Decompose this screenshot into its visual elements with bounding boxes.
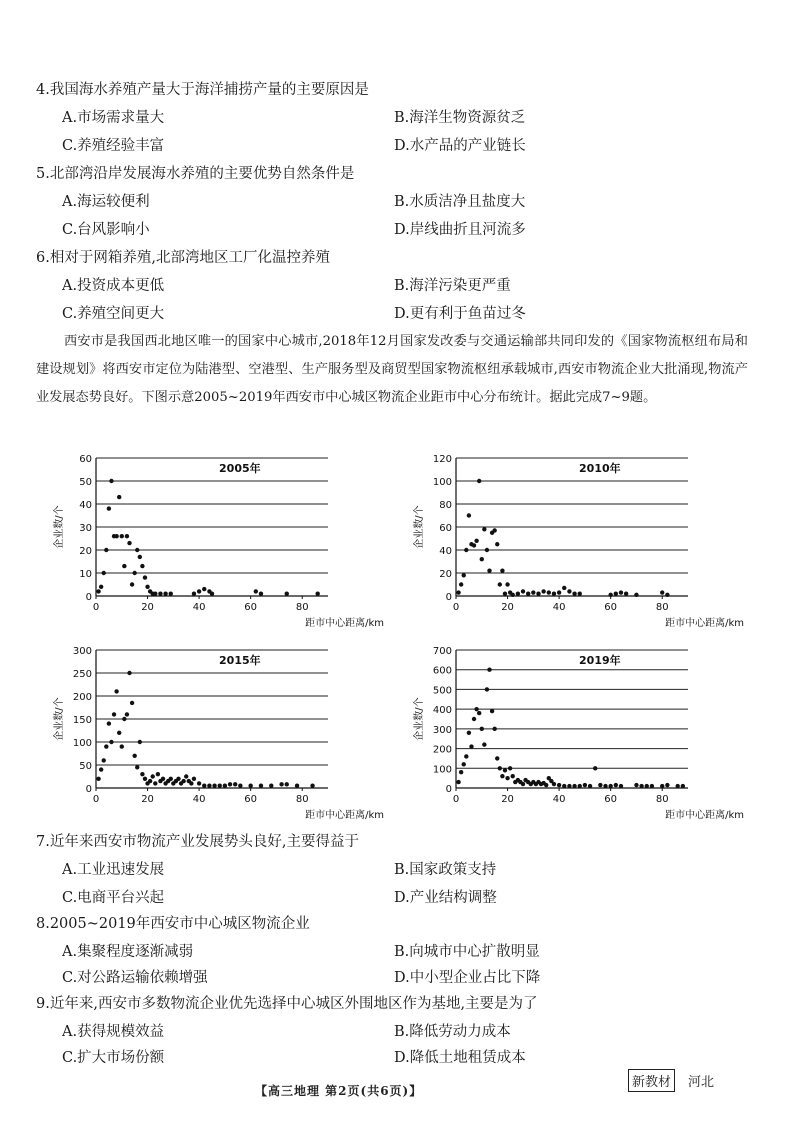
data-point bbox=[614, 783, 618, 787]
y-axis-label: 企业数/个 bbox=[414, 697, 425, 741]
data-point bbox=[608, 784, 612, 788]
data-point bbox=[181, 779, 185, 783]
data-point bbox=[469, 744, 473, 748]
data-point bbox=[505, 582, 509, 586]
q4-option-b: B.海洋生物资源贫乏 bbox=[394, 110, 526, 126]
q5-option-a: A.海运较便利 bbox=[62, 194, 150, 210]
data-point bbox=[480, 727, 484, 731]
data-point bbox=[189, 781, 193, 785]
y-axis-label: 企业数/个 bbox=[54, 505, 65, 549]
data-point bbox=[665, 783, 669, 787]
y-tick-label: 200 bbox=[72, 692, 92, 703]
data-point bbox=[508, 766, 512, 770]
q6-option-d: D.更有利于鱼苗过冬 bbox=[394, 306, 526, 322]
q8-option-c: C.对公路运输依赖增强 bbox=[62, 970, 208, 986]
x-tick-label: 0 bbox=[92, 602, 100, 613]
data-point bbox=[482, 527, 486, 531]
x-tick-label: 80 bbox=[655, 794, 669, 805]
data-point bbox=[161, 777, 165, 781]
data-point bbox=[459, 770, 463, 774]
q6-stem: 6.相对于网箱养殖,北部湾地区工厂化温控养殖 bbox=[36, 250, 330, 266]
y-tick-label: 20 bbox=[439, 569, 452, 580]
passage: 西安市是我国西北地区唯一的国家中心城市,2018年12月国家发改委与交通运输部共同印发的《国家物流枢纽布局和建设规划》将西安市定位为陆港型、空港型、生产服务型及商贸型国家物流枢纽承载城市,西安市物流企业大批涌现,物流产业发展态势良好。下图示意2005~2019年西安市中心城区物流企业距市中心分布统计。据此完成7~9题。 bbox=[36, 334, 748, 405]
q8-option-d: D.中小型企业占比下降 bbox=[394, 970, 541, 986]
data-point bbox=[151, 774, 155, 778]
q5-stem: 5.北部湾沿岸发展海水养殖的主要优势自然条件是 bbox=[36, 166, 355, 182]
data-point bbox=[645, 784, 649, 788]
y-tick-label: 0 bbox=[445, 784, 452, 795]
x-tick-label: 60 bbox=[244, 602, 258, 613]
data-point bbox=[117, 731, 121, 735]
y-tick-label: 600 bbox=[432, 665, 452, 677]
data-point bbox=[480, 557, 484, 561]
data-point bbox=[634, 783, 638, 787]
q8-stem: 8.2005~2019年西安市中心城区物流企业 bbox=[36, 916, 310, 932]
q7-option-a: A.工业迅速发展 bbox=[62, 862, 165, 878]
y-tick-label: 100 bbox=[72, 738, 92, 749]
data-point bbox=[279, 782, 283, 786]
data-point bbox=[477, 711, 481, 715]
x-tick-label: 60 bbox=[244, 794, 258, 805]
x-axis-label: 距市中心距离/km bbox=[305, 618, 384, 629]
data-point bbox=[109, 479, 113, 483]
data-point bbox=[588, 784, 592, 788]
q4-stem: 4.我国海水养殖产量大于海洋捕捞产量的主要原因是 bbox=[36, 82, 369, 98]
data-point bbox=[456, 590, 460, 594]
y-tick-label: 0 bbox=[85, 592, 92, 603]
y-tick-label: 30 bbox=[79, 523, 92, 534]
y-tick-label: 300 bbox=[432, 724, 452, 736]
data-point bbox=[176, 777, 180, 781]
data-point bbox=[578, 784, 582, 788]
q5-option-b: B.水质洁净且盐度大 bbox=[394, 194, 526, 210]
x-tick-label: 20 bbox=[501, 602, 514, 613]
data-point bbox=[285, 592, 289, 596]
data-point bbox=[521, 782, 525, 786]
q5-option-d: D.岸线曲折且河流多 bbox=[394, 222, 526, 238]
data-point bbox=[207, 784, 211, 788]
data-point bbox=[163, 592, 167, 596]
data-point bbox=[112, 712, 116, 716]
data-point bbox=[511, 593, 515, 597]
y-tick-label: 0 bbox=[445, 592, 452, 603]
x-tick-label: 0 bbox=[452, 602, 460, 613]
x-tick-label: 80 bbox=[655, 602, 669, 613]
data-point bbox=[120, 534, 124, 538]
x-tick-label: 40 bbox=[192, 794, 206, 805]
y-tick-label: 250 bbox=[72, 669, 92, 680]
x-tick-label: 80 bbox=[295, 602, 309, 613]
y-tick-label: 150 bbox=[72, 715, 92, 726]
q6-option-c: C.养殖空间更大 bbox=[62, 306, 165, 322]
data-point bbox=[192, 592, 196, 596]
data-point bbox=[562, 586, 566, 590]
y-tick-label: 40 bbox=[79, 500, 92, 511]
data-point bbox=[495, 756, 499, 760]
data-point bbox=[259, 784, 263, 788]
data-point bbox=[135, 548, 139, 552]
chart-2005 bbox=[40, 444, 388, 634]
data-point bbox=[197, 781, 201, 785]
x-tick-label: 0 bbox=[92, 794, 100, 805]
data-point bbox=[557, 783, 561, 787]
data-point bbox=[500, 774, 504, 778]
data-point bbox=[660, 784, 664, 788]
data-point bbox=[498, 582, 502, 586]
data-point bbox=[107, 721, 111, 725]
data-point bbox=[660, 590, 664, 594]
chart-2015 bbox=[40, 636, 388, 826]
data-point bbox=[315, 592, 319, 596]
data-point bbox=[557, 590, 561, 594]
data-point bbox=[259, 592, 263, 596]
y-tick-label: 50 bbox=[79, 477, 92, 488]
data-point bbox=[125, 534, 129, 538]
data-point bbox=[472, 543, 476, 547]
q4-option-c: C.养殖经验丰富 bbox=[62, 138, 165, 154]
y-tick-label: 60 bbox=[79, 454, 92, 465]
x-axis-label: 距市中心距离/km bbox=[665, 810, 744, 821]
data-point bbox=[99, 585, 103, 589]
data-point bbox=[104, 548, 108, 552]
q7-option-c: C.电商平台兴起 bbox=[62, 890, 165, 906]
q9-option-d: D.降低土地租赁成本 bbox=[394, 1050, 526, 1066]
region-label: 河北 bbox=[688, 1075, 715, 1090]
data-point bbox=[567, 589, 571, 593]
data-point bbox=[650, 784, 654, 788]
y-tick-label: 400 bbox=[432, 705, 452, 717]
q8-option-b: B.向城市中心扩散明显 bbox=[394, 944, 540, 960]
y-tick-label: 10 bbox=[79, 569, 92, 580]
y-tick-label: 40 bbox=[439, 546, 452, 557]
data-point bbox=[122, 564, 126, 568]
data-point bbox=[639, 784, 643, 788]
y-tick-label: 0 bbox=[85, 784, 92, 795]
data-point bbox=[492, 528, 496, 532]
data-point bbox=[143, 575, 147, 579]
data-point bbox=[202, 784, 206, 788]
data-point bbox=[295, 784, 299, 788]
data-point bbox=[511, 774, 515, 778]
q6-option-a: A.投资成本更低 bbox=[62, 278, 165, 294]
data-point bbox=[567, 784, 571, 788]
data-point bbox=[547, 590, 551, 594]
q8-option-a: A.集聚程度逐渐减弱 bbox=[62, 944, 194, 960]
data-point bbox=[145, 585, 149, 589]
data-point bbox=[125, 712, 129, 716]
data-point bbox=[477, 479, 481, 483]
data-point bbox=[552, 592, 556, 596]
data-point bbox=[485, 687, 489, 691]
data-point bbox=[140, 772, 144, 776]
x-tick-label: 0 bbox=[452, 794, 460, 805]
data-point bbox=[467, 513, 471, 517]
x-tick-label: 20 bbox=[501, 794, 514, 805]
x-tick-label: 40 bbox=[192, 602, 206, 613]
textbook-badge: 新教材 bbox=[628, 1069, 675, 1092]
data-point bbox=[675, 784, 679, 788]
data-point bbox=[184, 774, 188, 778]
data-point bbox=[96, 777, 100, 781]
data-point bbox=[122, 717, 126, 721]
y-tick-label: 100 bbox=[432, 764, 452, 776]
chart-title: 2010年 bbox=[579, 462, 621, 475]
data-point bbox=[192, 777, 196, 781]
data-point bbox=[212, 784, 216, 788]
data-point bbox=[624, 592, 628, 596]
data-point bbox=[598, 783, 602, 787]
data-point bbox=[310, 784, 314, 788]
data-point bbox=[127, 671, 131, 675]
data-point bbox=[462, 573, 466, 577]
data-point bbox=[516, 592, 520, 596]
y-tick-label: 700 bbox=[432, 646, 452, 657]
data-point bbox=[285, 782, 289, 786]
data-point bbox=[482, 742, 486, 746]
data-point bbox=[562, 784, 566, 788]
data-point bbox=[197, 589, 201, 593]
data-point bbox=[608, 593, 612, 597]
y-axis-label: 企业数/个 bbox=[414, 505, 425, 549]
x-tick-label: 20 bbox=[141, 602, 154, 613]
data-point bbox=[526, 592, 530, 596]
data-point bbox=[218, 784, 222, 788]
data-point bbox=[681, 784, 685, 788]
data-point bbox=[472, 717, 476, 721]
data-point bbox=[156, 772, 160, 776]
data-point bbox=[505, 776, 509, 780]
x-tick-label: 40 bbox=[552, 602, 566, 613]
data-point bbox=[140, 564, 144, 568]
data-point bbox=[127, 541, 131, 545]
chart-title: 2015年 bbox=[219, 654, 261, 667]
data-point bbox=[456, 780, 460, 784]
data-point bbox=[490, 709, 494, 713]
data-point bbox=[467, 731, 471, 735]
data-point bbox=[132, 571, 136, 575]
data-point bbox=[503, 768, 507, 772]
data-point bbox=[114, 689, 118, 693]
y-tick-label: 60 bbox=[439, 523, 452, 534]
data-point bbox=[552, 782, 556, 786]
q9-option-b: B.降低劳动力成本 bbox=[394, 1024, 511, 1040]
data-point bbox=[541, 589, 545, 593]
data-point bbox=[102, 571, 106, 575]
data-point bbox=[104, 744, 108, 748]
data-point bbox=[158, 592, 162, 596]
q7-option-b: B.国家政策支持 bbox=[394, 862, 497, 878]
q9-stem: 9.近年来,西安市多数物流企业优先选择中心城区外围地区作为基地,主要是为了 bbox=[36, 996, 538, 1012]
data-point bbox=[593, 766, 597, 770]
x-tick-label: 60 bbox=[604, 794, 618, 805]
data-point bbox=[603, 784, 607, 788]
data-point bbox=[485, 548, 489, 552]
data-point bbox=[462, 762, 466, 766]
page-footer: 【高三地理 第2页(共6页)】 bbox=[255, 1084, 423, 1098]
x-axis-label: 距市中心距离/km bbox=[665, 618, 744, 629]
chart-2019 bbox=[400, 636, 748, 826]
y-tick-label: 200 bbox=[432, 744, 452, 756]
y-tick-label: 100 bbox=[432, 477, 452, 488]
data-point bbox=[109, 740, 113, 744]
data-point bbox=[132, 754, 136, 758]
data-point bbox=[107, 506, 111, 510]
data-point bbox=[138, 555, 142, 559]
data-point bbox=[619, 590, 623, 594]
x-tick-label: 20 bbox=[141, 794, 154, 805]
data-point bbox=[665, 593, 669, 597]
data-point bbox=[583, 783, 587, 787]
data-point bbox=[572, 592, 576, 596]
data-point bbox=[96, 589, 100, 593]
x-tick-label: 60 bbox=[604, 602, 618, 613]
q4-option-d: D.水产品的产业链长 bbox=[394, 138, 526, 154]
data-point bbox=[634, 593, 638, 597]
q6-option-b: B.海洋污染更严重 bbox=[394, 278, 511, 294]
q9-option-a: A.获得规模效益 bbox=[62, 1024, 165, 1040]
data-point bbox=[459, 582, 463, 586]
data-point bbox=[619, 784, 623, 788]
y-tick-label: 50 bbox=[79, 761, 92, 772]
chart-title: 2005年 bbox=[219, 462, 261, 475]
data-point bbox=[464, 754, 468, 758]
q9-option-c: C.扩大市场份额 bbox=[62, 1050, 165, 1066]
data-point bbox=[102, 758, 106, 762]
data-point bbox=[495, 542, 499, 546]
data-point bbox=[521, 589, 525, 593]
chart-title: 2019年 bbox=[579, 654, 621, 667]
data-point bbox=[153, 592, 157, 596]
data-point bbox=[254, 589, 258, 593]
q7-stem: 7.近年来西安市物流产业发展势头良好,主要得益于 bbox=[36, 834, 359, 850]
data-point bbox=[153, 781, 157, 785]
data-point bbox=[238, 784, 242, 788]
data-point bbox=[130, 582, 134, 586]
data-point bbox=[210, 592, 214, 596]
x-axis-label: 距市中心距离/km bbox=[305, 810, 384, 821]
data-point bbox=[228, 782, 232, 786]
data-point bbox=[464, 548, 468, 552]
data-point bbox=[143, 777, 147, 781]
data-point bbox=[135, 765, 139, 769]
data-point bbox=[531, 590, 535, 594]
data-point bbox=[169, 777, 173, 781]
data-point bbox=[233, 782, 237, 786]
data-point bbox=[572, 784, 576, 788]
data-point bbox=[498, 766, 502, 770]
data-point bbox=[536, 592, 540, 596]
data-point bbox=[269, 784, 273, 788]
data-point bbox=[614, 592, 618, 596]
data-point bbox=[130, 701, 134, 705]
data-point bbox=[503, 592, 507, 596]
y-tick-label: 500 bbox=[432, 685, 452, 697]
data-point bbox=[117, 495, 121, 499]
data-point bbox=[169, 592, 173, 596]
x-tick-label: 80 bbox=[295, 794, 309, 805]
y-tick-label: 80 bbox=[439, 500, 452, 511]
data-point bbox=[544, 783, 548, 787]
data-point bbox=[120, 744, 124, 748]
data-point bbox=[578, 592, 582, 596]
data-point bbox=[114, 534, 118, 538]
data-point bbox=[474, 707, 478, 711]
x-tick-label: 40 bbox=[552, 794, 566, 805]
y-axis-label: 企业数/个 bbox=[54, 697, 65, 741]
data-point bbox=[492, 727, 496, 731]
data-point bbox=[248, 784, 252, 788]
data-point bbox=[202, 587, 206, 591]
data-point bbox=[487, 668, 491, 672]
y-tick-label: 20 bbox=[79, 546, 92, 557]
data-point bbox=[99, 767, 103, 771]
data-point bbox=[138, 740, 142, 744]
data-point bbox=[223, 784, 227, 788]
q4-option-a: A.市场需求量大 bbox=[62, 110, 165, 126]
q7-option-d: D.产业结构调整 bbox=[394, 890, 497, 906]
data-point bbox=[487, 569, 491, 573]
y-tick-label: 300 bbox=[72, 646, 92, 657]
q5-option-c: C.台风影响小 bbox=[62, 222, 150, 238]
chart-2010 bbox=[400, 444, 748, 634]
data-point bbox=[500, 569, 504, 573]
y-tick-label: 120 bbox=[432, 454, 452, 465]
data-point bbox=[148, 779, 152, 783]
data-point bbox=[474, 539, 478, 543]
